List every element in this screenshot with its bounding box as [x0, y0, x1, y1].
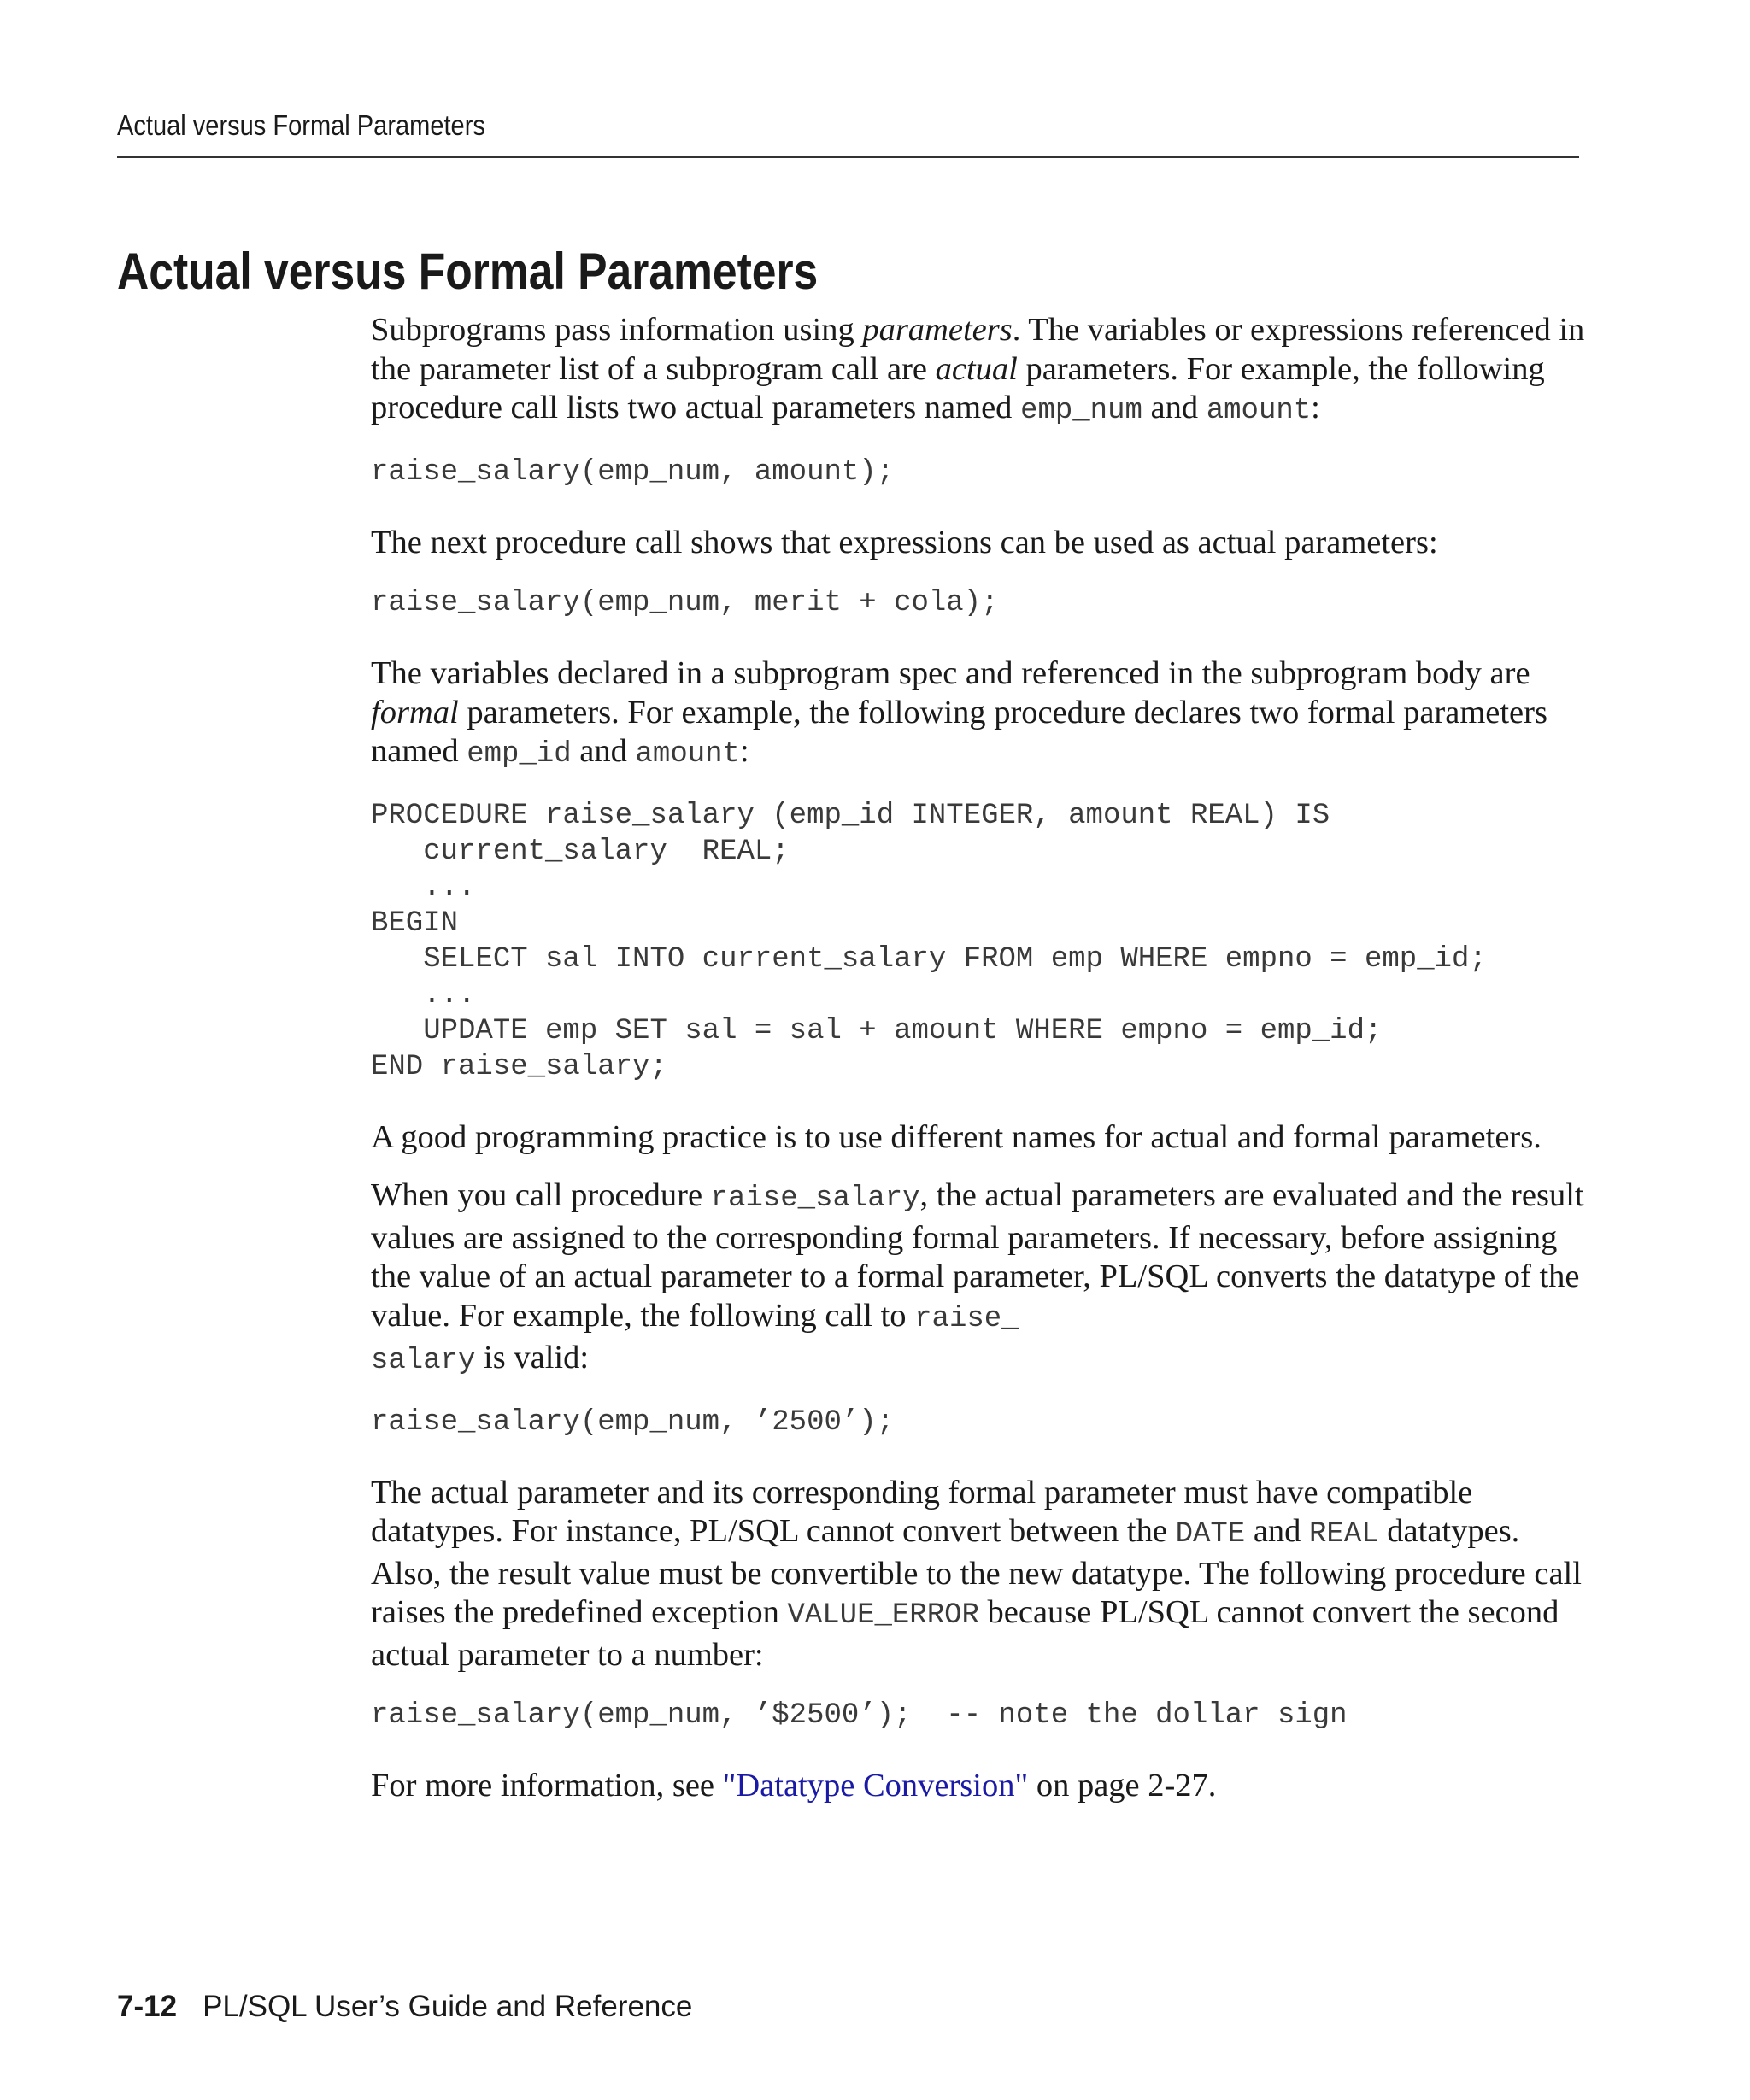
code-example-procedure-declaration: PROCEDURE raise_salary (emp_id INTEGER, amount REAL) IS current_salary REAL; ... BEGIN SELECT sal INTO current_salary FROM emp WHERE empno = emp_id; ... UPDATE emp SET sal = sal + amount WHERE empno = emp_id; END raise_salary; — [371, 799, 1487, 1083]
text-run: and — [571, 733, 636, 769]
inline-code-emp-num: emp_num — [1020, 395, 1142, 427]
text-run: : — [739, 733, 749, 769]
emphasis-formal: formal — [371, 694, 459, 730]
text-run: parameters. For example, the following procedure declares two formal parameters named — [371, 694, 1547, 769]
text-run: The actual parameter and its corresponding formal parameter must have compatible datatypes. For instance, PL/SQL cannot convert between the — [371, 1474, 1473, 1549]
text-run: and — [1142, 390, 1207, 425]
inline-code-emp-id: emp_id — [467, 738, 572, 771]
text-run: because PL/SQL cannot convert the second actual parameter to a number: — [371, 1594, 1559, 1673]
text-run: The variables declared in a subprogram spec and referenced in the subprogram body are — [371, 655, 1530, 691]
text-run: For more information, see — [371, 1768, 723, 1804]
paragraph-formal-parameters — [371, 654, 1588, 775]
code-example-call-expression: raise_salary(emp_num, merit + cola); — [371, 587, 999, 619]
text-run: Subprograms pass information using — [371, 312, 863, 348]
code-example-call-string-valid: raise_salary(emp_num, ’2500’); — [371, 1405, 895, 1439]
inline-code-real: REAL — [1309, 1518, 1379, 1551]
inline-code-value-error: VALUE_ERROR — [787, 1599, 979, 1632]
section-body — [371, 311, 1588, 1806]
inline-code-amount: amount — [635, 738, 740, 771]
text-run: datatypes. Also, the result value must be convertible to the new datatype. The following procedure call raises the predefined exception — [371, 1513, 1582, 1630]
text-run: on page 2-27. — [1028, 1768, 1217, 1804]
datatype-conversion-link[interactable]: "Datatype Conversion" — [722, 1768, 1029, 1804]
running-header: Actual versus Formal Parameters — [117, 109, 485, 141]
page-footer — [117, 1990, 692, 2024]
inline-code-amount: amount — [1206, 395, 1312, 427]
text-run: , the actual parameters are evaluated and the result values are assigned to the corresponding formal parameters. If necessary, before assigning the value of an actual parameter to a formal parameter, PL/SQL converts the datatype of the value. For example, the following call to — [371, 1177, 1584, 1334]
paragraph-datatype-conversion — [371, 1176, 1588, 1381]
inline-code-raise-salary-part2: salary — [371, 1345, 476, 1377]
header-rule — [117, 156, 1579, 158]
inline-code-raise-salary: raise_salary — [710, 1182, 920, 1215]
paragraph-expression-parameters: The next procedure call shows that expressions can be used as actual parameters: — [371, 524, 1438, 560]
book-title: PL/SQL User’s Guide and Reference — [203, 1990, 693, 2023]
text-run: and — [1245, 1513, 1310, 1549]
code-example-call-string-invalid: raise_salary(emp_num, ’$2500’); -- note the dollar sign — [371, 1699, 1348, 1732]
text-run: When you call procedure — [371, 1177, 711, 1213]
emphasis-parameters: parameters — [862, 312, 1013, 348]
emphasis-actual: actual — [935, 350, 1018, 387]
text-run: parameters. For example, the following procedure call lists two actual parameters named — [371, 350, 1545, 425]
paragraph-more-information — [371, 1767, 1588, 1806]
paragraph-actual-parameters — [371, 311, 1588, 431]
section-heading: Actual versus Formal Parameters — [117, 243, 819, 300]
text-run: is valid: — [475, 1340, 590, 1376]
text-run: : — [1311, 390, 1320, 425]
page-number: 7-12 — [117, 1990, 178, 2023]
text-run: . The variables or expressions referenced in the parameter list of a subprogram call are — [371, 312, 1585, 387]
code-example-call-amount: raise_salary(emp_num, amount); — [371, 455, 895, 489]
inline-code-date: DATE — [1175, 1518, 1246, 1551]
paragraph-naming-practice: A good programming practice is to use different names for actual and formal parameters. — [371, 1118, 1542, 1155]
inline-code-raise-salary-part1: raise_ — [914, 1302, 1019, 1335]
paragraph-compatible-datatypes — [371, 1474, 1588, 1675]
